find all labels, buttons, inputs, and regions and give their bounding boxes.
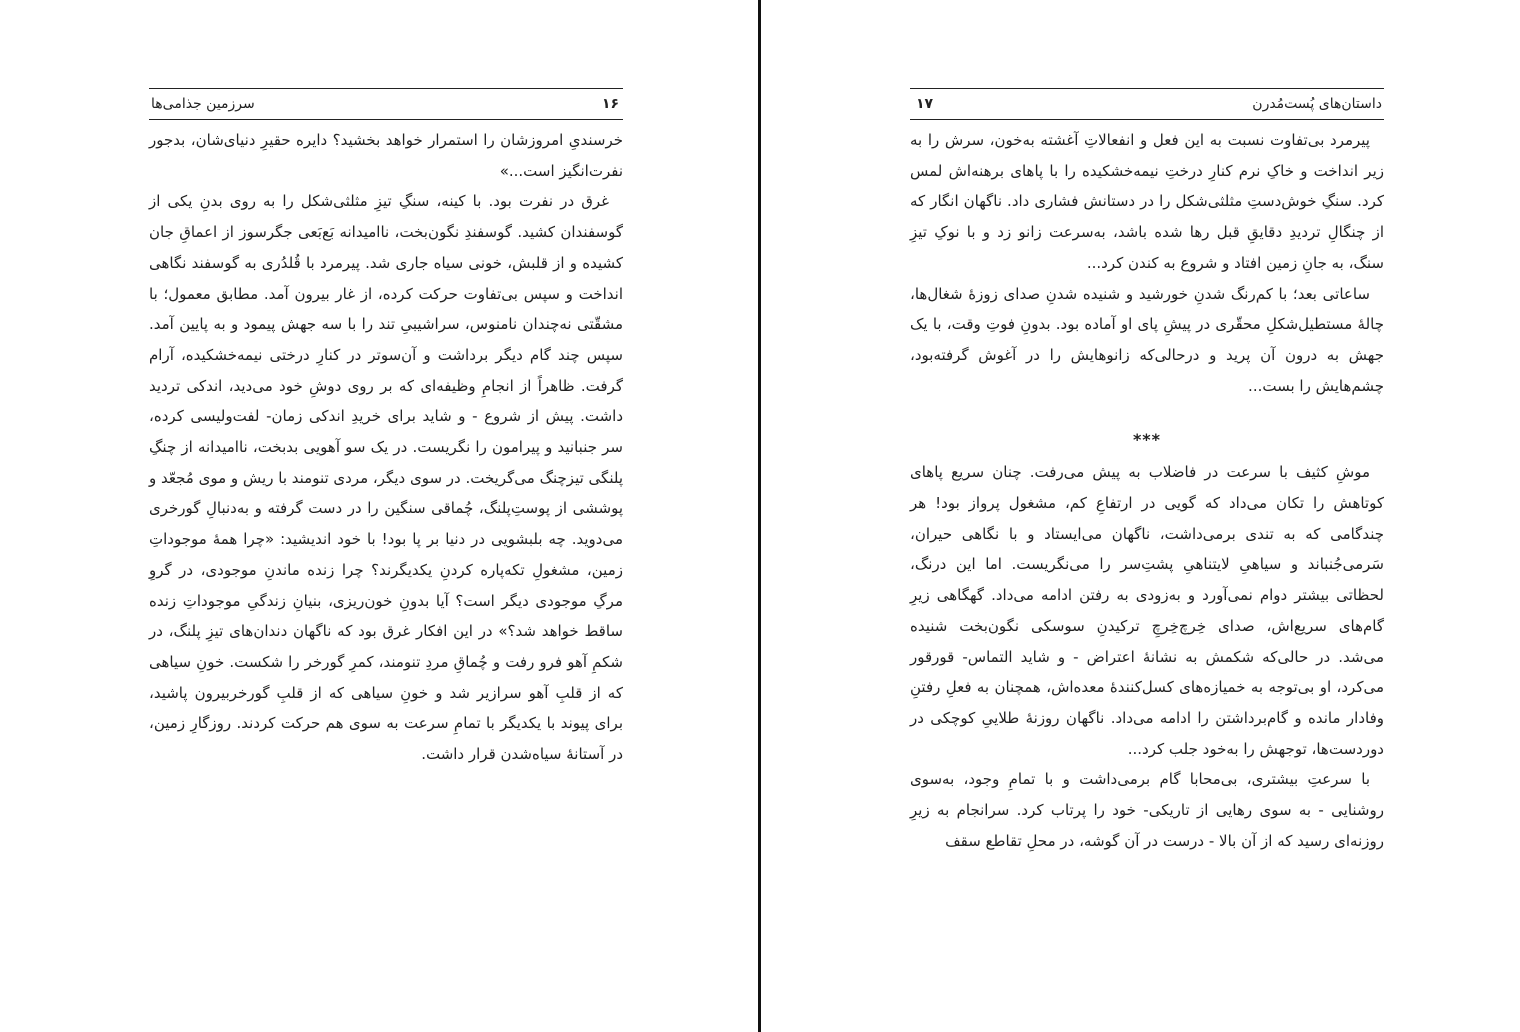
left-page [149, 88, 623, 770]
left-paragraph: غرق در نفرت بود. با کینه، سنگِ تیزِ مثلثی‌شکل را به روی بدنِ یکی از گوسفندان کشید. گوسفندِ نگون‌بخت، ناامیدانه بَع‌بَعی جگرسوز از اعماقِ جان کشیده و از قلبش، خونی سیاه جاری شد. پیرمرد با قُلدُری به گوسفند نگاهی انداخت و سپس بی‌تفاوت حرکت کرده، از غار بیرون آمد. مطابق معمول؛ با مشقّتی نه‌چندان نامنوس، سراشیبیِ تند را با سه جهش پیمود و به پایین آمد. سپس چند گام دیگر برداشت و آن‌سوتر در کنارِ درختی نیمه‌خشکیده، آرام گرفت. ظاهراً از انجامِ وظیفه‌ای که بر روی دوشِ خود می‌دید، اندکی تردید داشت. پیش از شروع - و شاید برای خریدِ اندکی زمان- لفت‌ولیسی کرده، سر جنبانید و پیرامون را نگریست. در یک سو آهویی بدبخت، ناامیدانه از چنگِ پلنگی تیزچنگ می‌گریخت. در سوی دیگر، مردی تنومند با ریش و موی مُجعّد و پوششی از پوستِ‌پلنگ، چُماقی سنگین را در دست گرفته و به‌دنبالِ گورخری می‌دوید. چه بلبشویی در دنیا بر پا بود! با خود اندیشید: «چرا همهٔ موجوداتِ زمین، مشغولِ تکه‌پاره کردنِ یکدیگرند؟ چرا زنده ماندنِ موجودی، در گروِ مرگِ موجودی دیگر است؟ آیا بدونِ خون‌ریزی، بنیانِ زندگیِ موجوداتِ زنده ساقط خواهد شد؟» در این افکار غرق بود که ناگهان دندان‌های تیزِ پلنگ، در شکمِ آهو فرو رفت و چُماقِ مردِ تنومند، کمرِ گورخر را شکست. خونِ سیاهی که از قلبِ آهو سرازیر شد و خونِ سیاهی که از قلبِ گورخربیرون پاشید، برای پیوند با یکدیگر با تمامِ سرعت به سوی هم حرکت کردند. روزگارِ زمین، در آستانهٔ سیاه‌شدن قرار داشت. [149, 192, 623, 764]
section-separator: *** [1132, 430, 1162, 450]
left-page-number: ۱۶ [601, 96, 619, 112]
right-running-title: داستان‌های پُست‌مُدرن [1252, 96, 1382, 112]
right-page [910, 88, 1384, 856]
left-body-text [149, 125, 623, 770]
left-paragraph: خرسندیِ امروزشان را استمرار خواهد بخشید؟ دایره حقیرِ دنیای‌شان، بدجور نفرت‌انگیز است...» [149, 131, 623, 180]
right-paragraph: با سرعتِ بیشتری، بی‌محابا گام برمی‌داشت و با تمامِ وجود، به‌سوی روشنایی - به سوی رهایی از تاریکی- خود را پرتاب کرد. سرانجام به زیرِ روزنه‌ای رسید که از آن بالا - درست در آن گوشه، در محلِ تقاطع سقف [910, 770, 1384, 850]
right-paragraph: موشِ کثیف با سرعت در فاضلاب به پیش می‌رفت. چنان سریع پاهای کوتاهش را تکان می‌داد که گویی در ارتفاعِ کم، مشغول پرواز بود! هر چندگامی که به تندی برمی‌داشت، ناگهان می‌ایستاد و با نگاهی حیران، سَرمی‌جُنباند و سیاهیِ لایتناهیِ پشتِ‌سر را می‌نگریست. اما این درنگ، لحظاتی بیشتر دوام نمی‌آورد و به‌زودی به رفتن ادامه می‌داد. گهگاهی زیرِ گام‌های سریع‌اش، صدای خِرچ‌خِرچِ ترکیدنِ سوسکی نگون‌بخت شنیده می‌شد. در حالی‌که شکمش به نشانهٔ اعتراض - و شاید التماس- قورقور می‌کرد، او بی‌توجه به خمیازه‌های کسل‌کنندهٔ معده‌اش، همچنان به فعلِ رفتنِ وفادار مانده و گام‌برداشتن را ادامه می‌داد. ناگهان روزنهٔ طلاییِ کوچکی در دوردست‌ها، توجهش را به‌خود جلب کرد... [910, 463, 1384, 758]
right-paragraph: ساعاتی بعد؛ با کم‌رنگ شدنِ خورشید و شنیده شدنِ صدای زوزهٔ شغال‌ها، چالهٔ مستطیل‌شکلِ محقّری در پیشِ پای او آماده بود. بدونِ فوتِ وقت، با یک جهش به درون آن پرید و درحالی‌که زانوهایش را در آغوش گرفته‌بود، چشم‌هایش را بست... [910, 284, 1384, 395]
page-gutter-divider [758, 0, 761, 1032]
right-paragraph: پیرمرد بی‌تفاوت نسبت به این فعل و انفعالاتِ آغشته به‌خون، سرش را به زیر انداخت و خاکِ نرم کنارِ درختِ نیمه‌خشکیده را با پاهای برهنه‌اش لمس کرد. سنگِ خوش‌دستِ مثلثی‌شکل را در دستانش فشاری داد. ناگهان انگار که از چنگالِ تردیدِ دقایقِ قبل رها شده باشد، به‌سرعت زانو زد و با نوکِ تیزِ سنگ، به جانِ زمین افتاد و شروع به کندن کرد... [910, 131, 1384, 272]
left-running-title: سرزمین جذامی‌ها [151, 96, 255, 112]
right-body-text [910, 125, 1384, 856]
right-running-head [910, 88, 1384, 120]
left-running-head [149, 88, 623, 120]
right-page-number: ۱۷ [916, 96, 934, 112]
